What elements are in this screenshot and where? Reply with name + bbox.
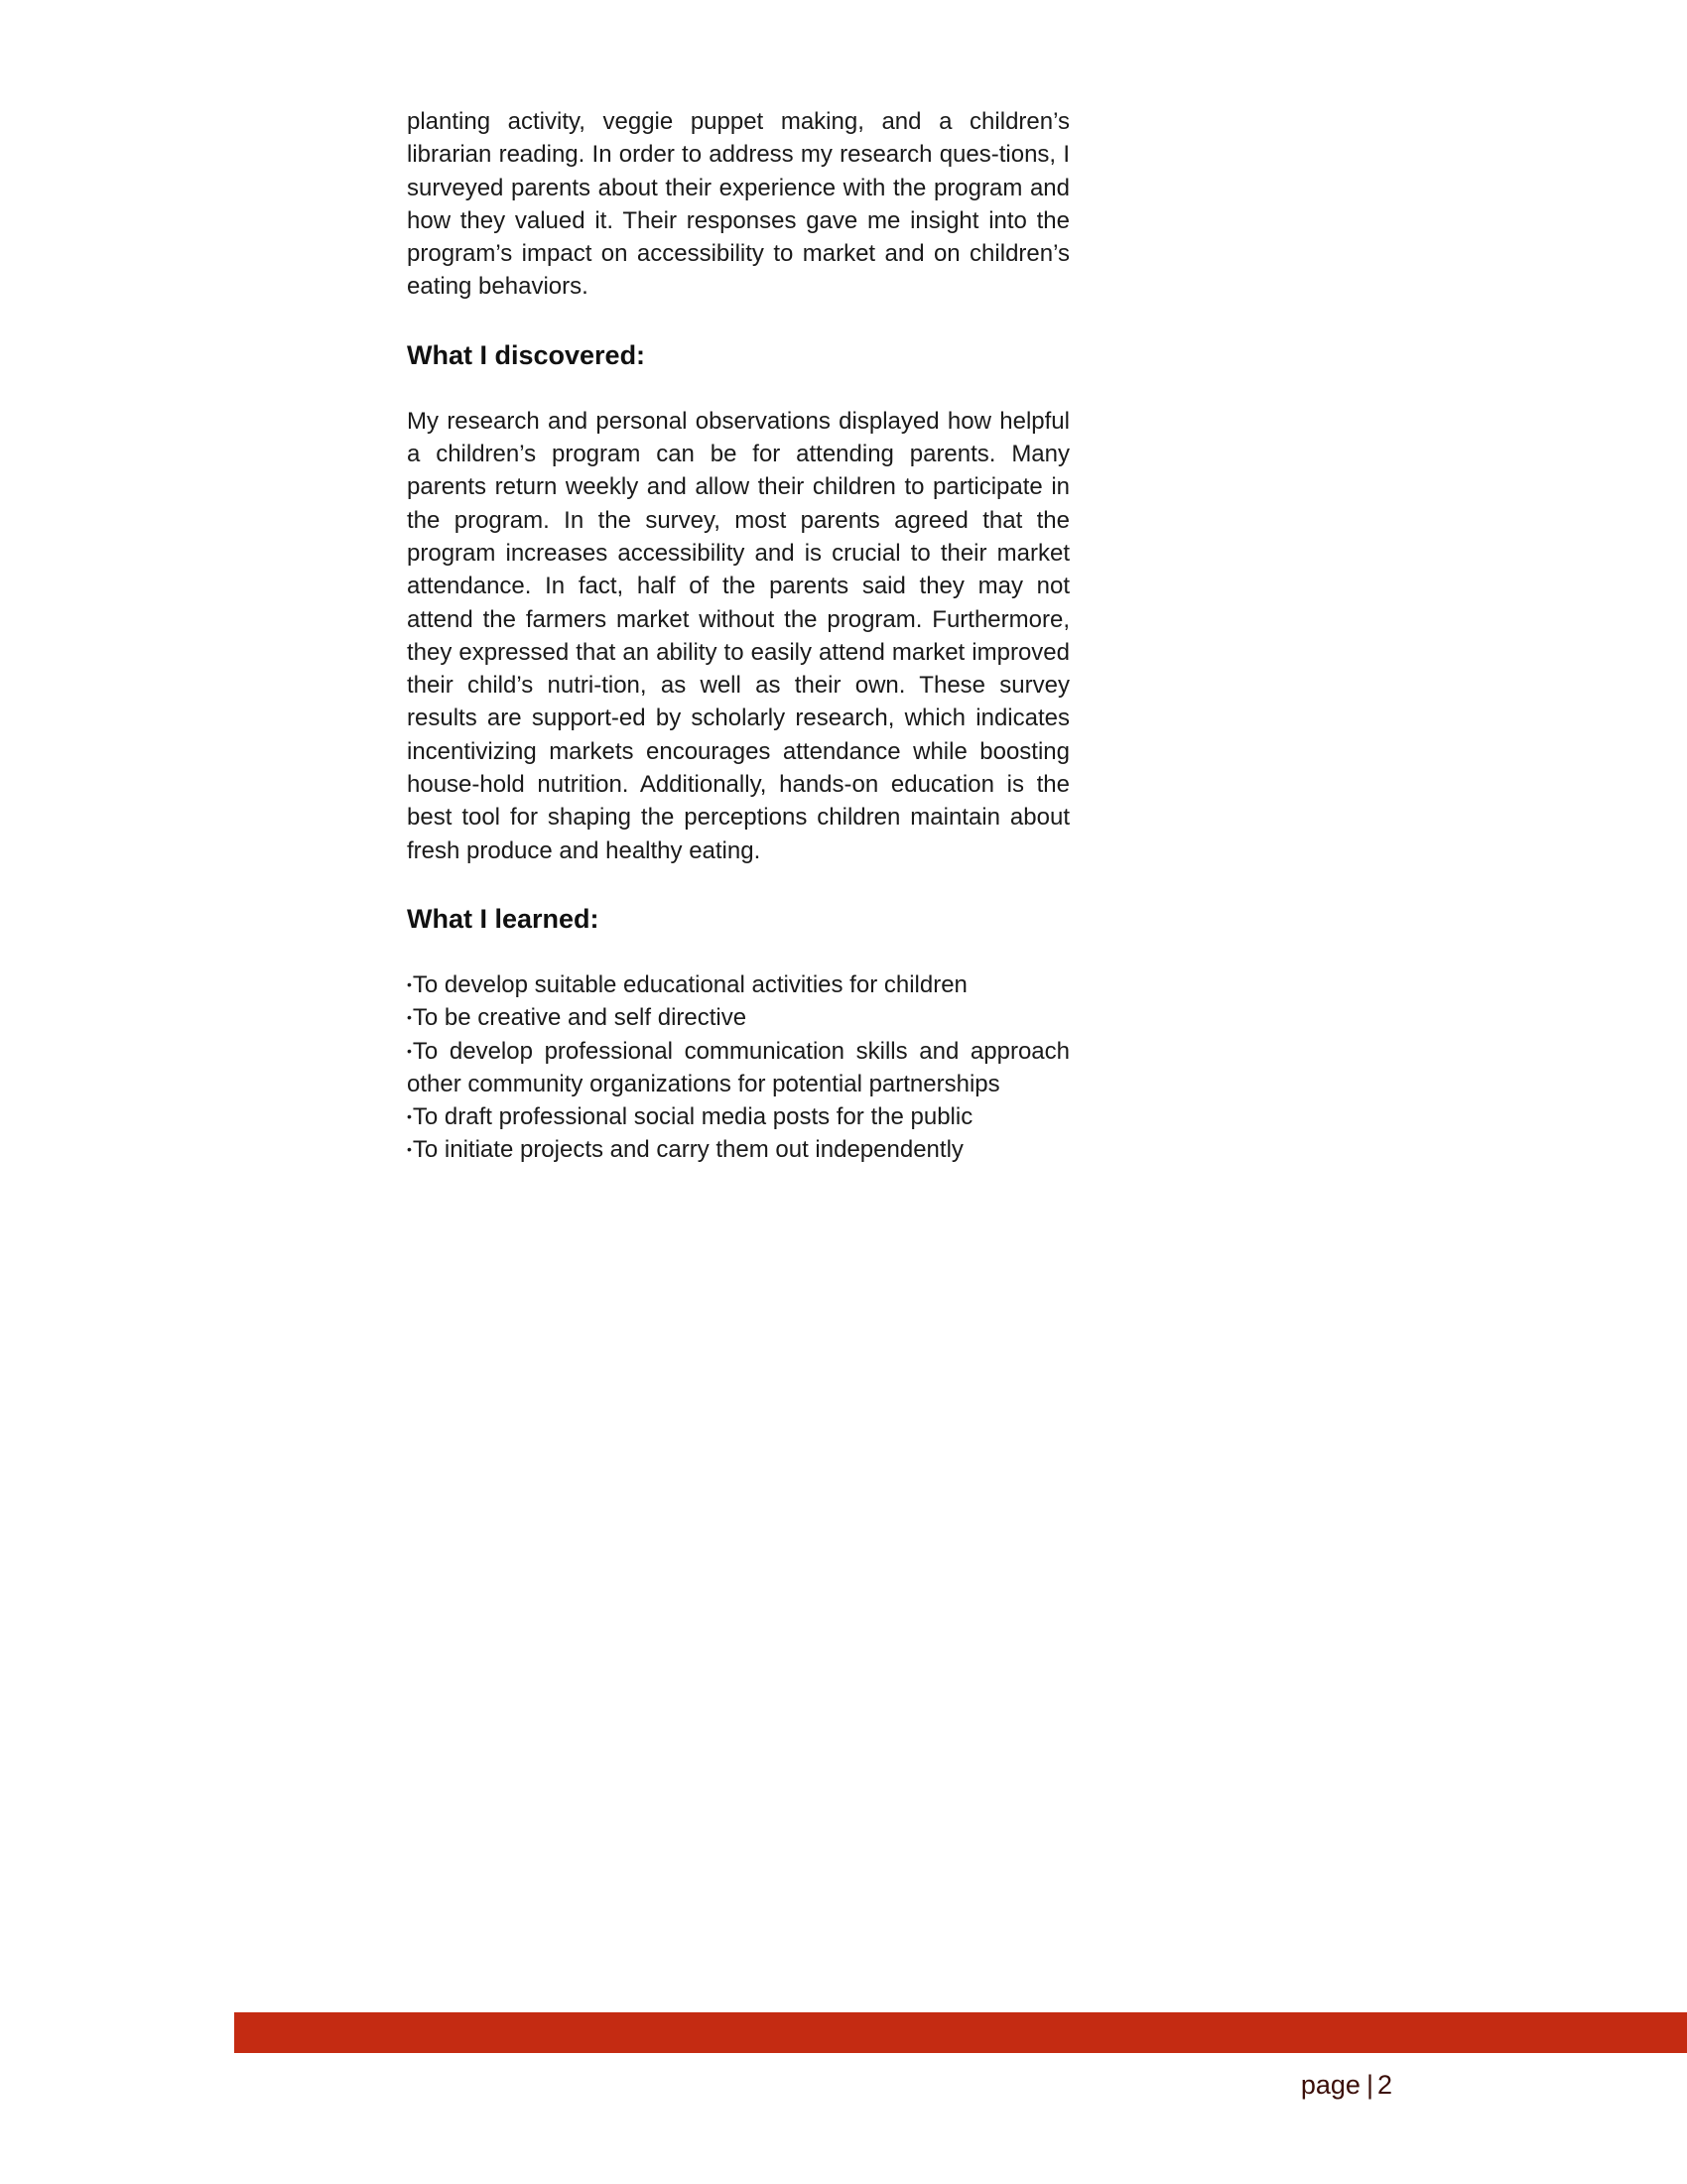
learned-item-text: To develop suitable educational activities for children (412, 970, 968, 998)
learned-item (407, 1001, 1070, 1034)
learned-item-text: To draft professional social media posts for the public (412, 1103, 973, 1131)
learned-item-text: To be creative and self directive (412, 1004, 747, 1032)
bullet-icon: • (407, 1009, 412, 1026)
page-number-label (1301, 2068, 1392, 2102)
learned-heading: What I learned: (407, 903, 599, 934)
bullet-icon: • (407, 975, 412, 992)
document-body (407, 105, 1070, 1167)
footer-accent-bar (234, 2012, 1687, 2053)
page-number: 2 (1376, 2070, 1392, 2100)
learned-item-text: To develop professional communication skills and approach other community organizations for potential partnerships (407, 1037, 1070, 1097)
bullet-icon: • (407, 1141, 412, 1158)
discovered-paragraph: My research and personal observations displayed how helpful a children’s program can be for attending parents. Many parents return weekly and allow their children to participate in the program. In the survey, most parents agreed that the program increases accessibility and is crucial to their market attendance. In fact, half of the parents said they may not attend the farmers market without the program. Furthermore, they expressed that an ability to easily attend market improved their child’s nutri-tion, as well as their own. These survey results are support-ed by scholarly research, which indicates incentivizing markets encourages attendance while boosting house-hold nutrition. Additionally, hands-on education is the best tool for shaping the perceptions children maintain about fresh produce and healthy eating. (407, 407, 1070, 864)
learned-item (407, 968, 1070, 1001)
learned-item (407, 1133, 1070, 1166)
bullet-icon: • (407, 1108, 412, 1125)
learned-item (407, 1100, 1070, 1133)
page-word: page (1300, 2070, 1361, 2100)
learned-item (407, 1035, 1070, 1101)
bullet-icon: • (407, 1042, 412, 1059)
discovered-heading: What I discovered: (407, 339, 646, 370)
learned-list (407, 968, 1070, 1167)
intro-paragraph: planting activity, veggie puppet making, and a children’s librarian reading. In order to address my research ques-tions, I surveyed parents about their experience with the program and how they valued it. Their responses gave me insight into the program’s impact on accessibility to market and on children’s eating behaviors. (407, 108, 1070, 301)
page-separator: | (1365, 2070, 1373, 2100)
learned-item-text: To initiate projects and carry them out independently (412, 1136, 964, 1164)
